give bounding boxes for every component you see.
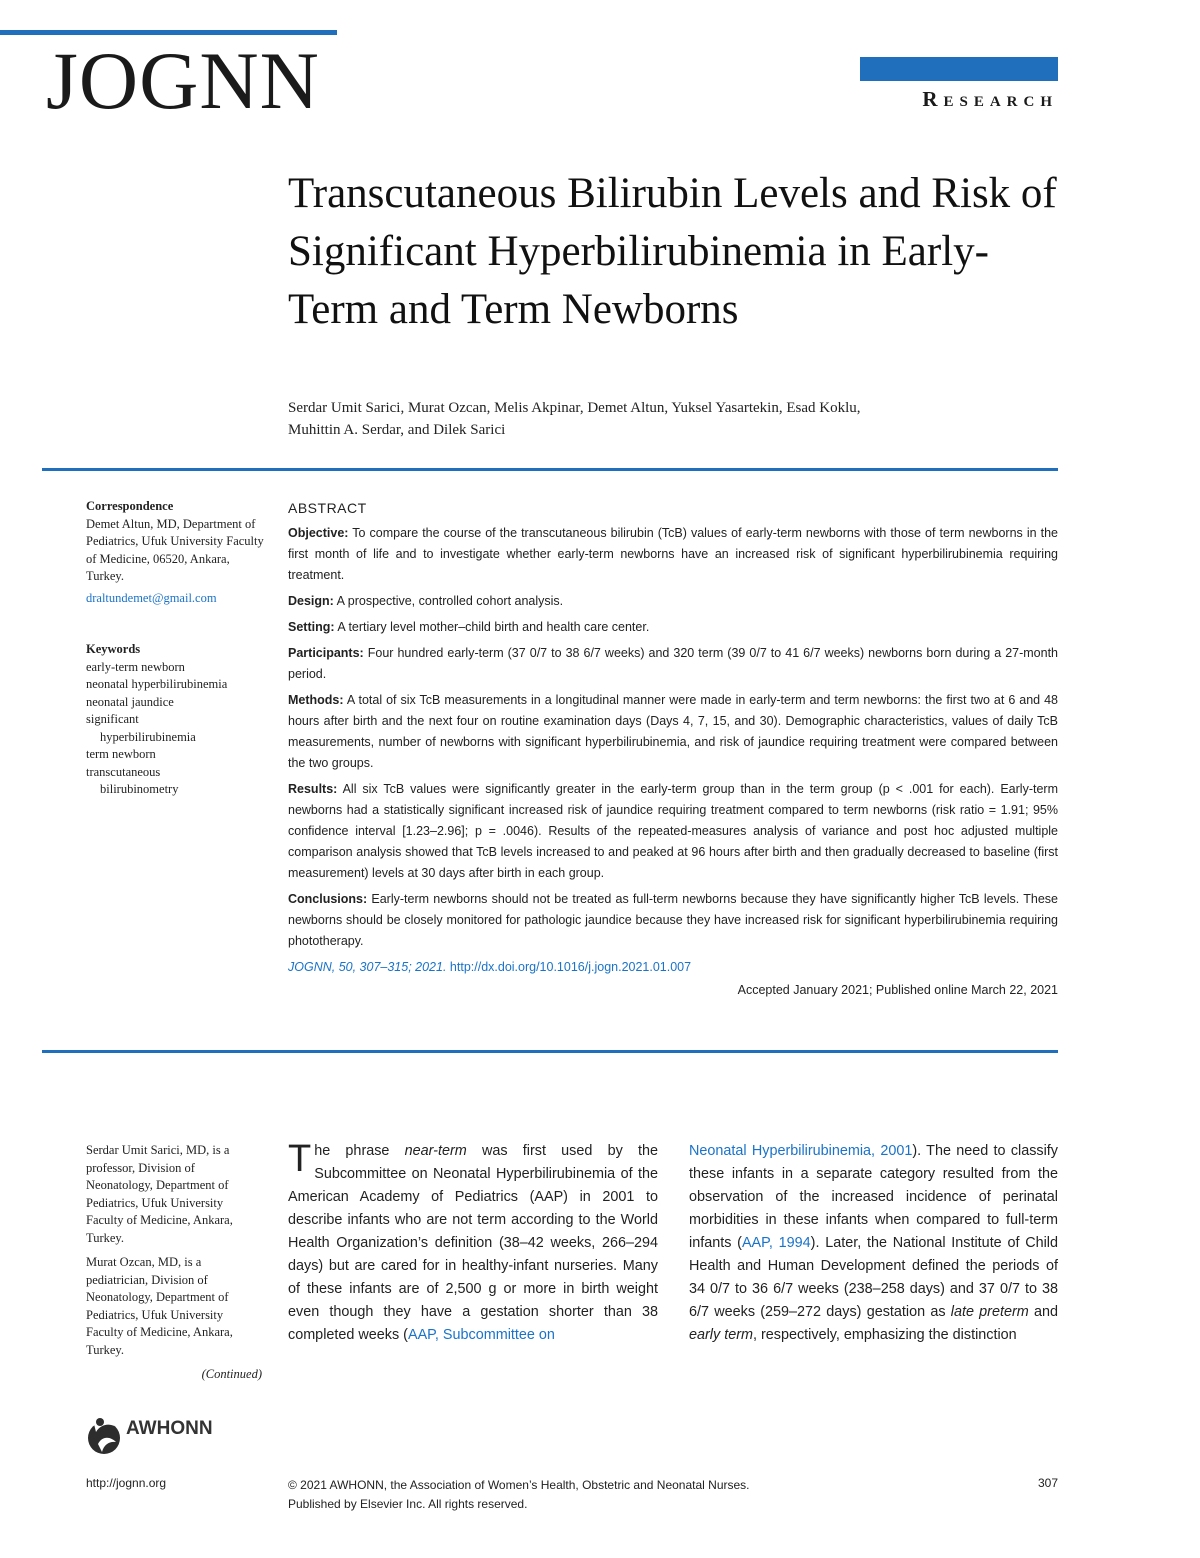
awhonn-logo-text: AWHONN [126, 1418, 213, 1439]
correspondence-block [86, 498, 266, 607]
keyword-item: hyperbilirubinemia [100, 729, 196, 744]
keyword-item: significant [86, 712, 139, 726]
author-line: Muhittin A. Serdar, and Dilek Sarici [288, 422, 506, 438]
reference-link[interactable]: Neonatal Hyperbilirubinemia, 2001 [689, 1143, 913, 1159]
doi-link[interactable]: http://dx.doi.org/10.1016/j.jogn.2021.01.007 [449, 960, 692, 974]
body-column-1: The phrase near-term was first used by the Subcommittee on Neonatal Hyperbilirubinemia of the American Academy of Pediatrics (AAP) in 2001 to describe infants who are not term according to the World Health Organization’s definition (38–42 weeks, 266–294 days) but are cared for in healthy-infant nurseries. Many of these infants are of 2,500 g or more in birth weight even though they have a gestation shorter than 38 completed weeks (AAP, Subcommittee on [288, 1138, 658, 1343]
abstract-heading: ABSTRACT [288, 500, 367, 516]
section-label: Research [922, 87, 1058, 111]
keywords-block [86, 641, 266, 799]
keyword-item: transcutaneous [86, 764, 161, 779]
page-number: 307 [1037, 1476, 1058, 1490]
awhonn-logo [86, 1414, 226, 1458]
abstract-results: Results: All six TcB values were significantly greater in the early-term group than in the term group (p < .001 for each). Early-term newborns had a statistically significant increased risk of jaundice requiring treatment compared to term newborns (risk ratio = 1.91; 95% confidence interval [1.23–2.96]; p = .0046). Results of the repeated-measures analysis of variance and post hoc adjusted multiple comparison analysis showed that TcB levels increased to and peaked at 96 hours after birth and then gradually decreased to baseline (first measurement) levels at 30 days after birth in each group. [288, 782, 1058, 880]
keyword-item: term newborn [86, 747, 156, 761]
divider-bottom [42, 1050, 1058, 1053]
author-list [288, 397, 1008, 441]
correspondence-text: Demet Altun, MD, Department of Pediatrics, Ufuk University Faculty of Medicine, 06520, Ankara, Turkey. [86, 516, 264, 583]
abstract-design: Design: A prospective, controlled cohort analysis. [288, 594, 564, 608]
body-column-2: Neonatal Hyperbilirubinemia, 2001). The need to classify these infants in a separate category resulted from the observation of the increased incidence of perinatal morbidities in these infants when compared to full-term infants (AAP, 1994). Later, the National Institute of Child Health and Human Development defined the periods of 34 0/7 to 36 6/7 weeks (238–258 days) and 37 0/7 to 38 6/7 weeks (259–272 days) gestation as late preterm and early term, respectively, emphasizing the distinction [689, 1143, 1058, 1343]
author-bio: Murat Ozcan, MD, is a pediatrician, Division of Neonatology, Department of Pediatrics, Ufuk University Faculty of Medicine, Ankara, Turkey. [86, 1255, 233, 1357]
keyword-item: neonatal hyperbilirubinemia [86, 677, 228, 691]
keywords-heading: Keywords [86, 642, 141, 656]
correspondence-heading: Correspondence [86, 499, 174, 513]
citation-line [288, 957, 1058, 978]
author-line: Serdar Umit Sarici, Murat Ozcan, Melis Akpinar, Demet Altun, Yuksel Yasartekin, Esad Koklu, [288, 400, 861, 416]
abstract-objective: Objective: To compare the course of the transcutaneous bilirubin (TcB) values of early-term newborns with those of term newborns in the first month of life and to investigate whether early-term newborns have an increased risk of significant hyperbilirubinemia requiring treatment. [288, 526, 1058, 582]
author-bio: Serdar Umit Sarici, MD, is a professor, Division of Neonatology, Department of Pediatrics, Ufuk University Faculty of Medicine, Ankara, Turkey. [86, 1143, 233, 1245]
abstract-section [288, 498, 1058, 1001]
publication-dates: Accepted January 2021; Published online March 22, 2021 [737, 983, 1058, 997]
footer-copyright: © 2021 AWHONN, the Association of Women’s Health, Obstetric and Neonatal Nurses. Published by Elsevier Inc. All rights reserved. [288, 1478, 750, 1511]
reference-link[interactable]: AAP, 1994 [741, 1235, 811, 1251]
keyword-item: early-term newborn [86, 659, 185, 674]
continued-note: (Continued) [201, 1367, 262, 1381]
journal-logo: JOGNN [46, 35, 320, 126]
keyword-item: bilirubinometry [100, 782, 179, 796]
drop-cap: T [288, 1138, 312, 1180]
abstract-methods: Methods: A total of six TcB measurements in a longitudinal manner were made in early-term and term newborns: the first two at 6 and 48 hours after birth and the next four on routine examination days (Days 4, 7, 15, and 30). Demographic characteristics, values of daily TcB measurements, number of newborns with significant hyperbilirubinemia, and risk of jaundice requiring treatment were compared between the two groups. [288, 693, 1058, 770]
footer-url: http://jognn.org [86, 1476, 167, 1490]
section-color-bar [860, 57, 1058, 81]
article-title: Transcutaneous Bilirubin Levels and Risk of Significant Hyperbilirubinemia in Early-Term and Term Newborns [288, 170, 1057, 333]
awhonn-emblem-icon [86, 1414, 122, 1458]
author-bios [86, 1142, 262, 1384]
journal-citation: JOGNN, 50, 307–315; 2021. [288, 960, 447, 974]
correspondence-email-link[interactable]: draltundemet@gmail.com [86, 590, 217, 605]
keyword-item: neonatal jaundice [86, 694, 174, 709]
reference-link[interactable]: AAP, Subcommittee on [407, 1327, 555, 1343]
abstract-conclusions: Conclusions: Early-term newborns should not be treated as full-term newborns because they have significantly higher TcB levels. These newborns should be closely monitored for pathologic jaundice because they have increased risk for significant hyperbilirubinemia requiring phototherapy. [288, 892, 1059, 948]
abstract-setting: Setting: A tertiary level mother–child birth and health care center. [288, 620, 650, 634]
abstract-participants: Participants: Four hundred early-term (37 0/7 to 38 6/7 weeks) and 320 term (39 0/7 to 41 6/7 weeks) newborns born during a 27-month period. [288, 646, 1058, 681]
divider-top [42, 468, 1058, 471]
